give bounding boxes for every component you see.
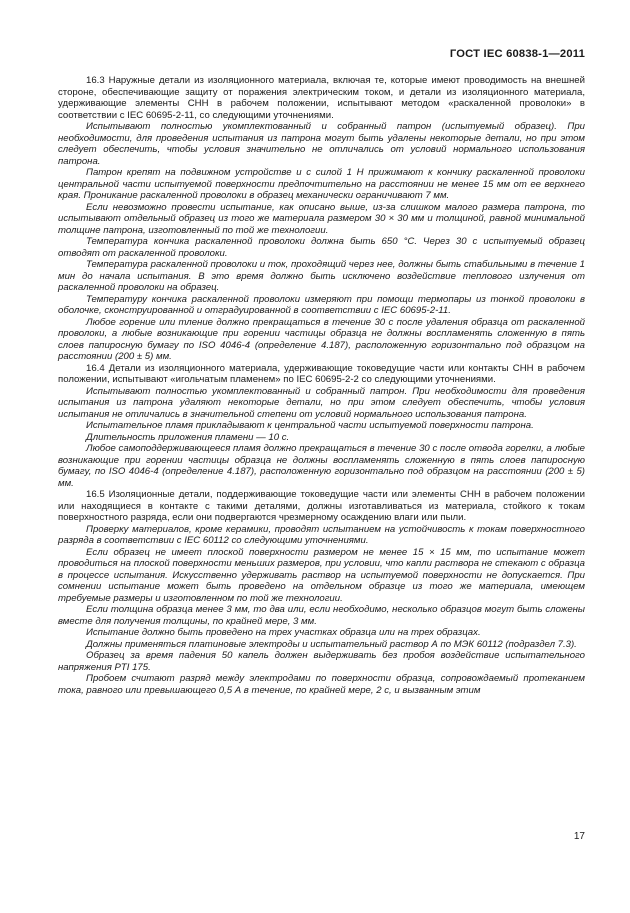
paragraph: Если невозможно провести испытание, как описано выше, из-за слишком малого размера патрона, то испытывают отдельный образец из того же материала размером 30 × 30 мм и толщиной, равной минимальной толщине патрона, изготовленный по той же технологии. [58,201,585,236]
document-header: ГОСТ IEC 60838-1—2011 [449,48,585,60]
page-number: 17 [573,831,585,842]
paragraph: Пробоем считают разряд между электродами по поверхности образца, сопровождаемый протеканием тока, равного или превышающего 0,5 А в течение, по крайней мере, 2 с, и вызванным этим [58,673,585,696]
paragraph: Температуру кончика раскаленной проволоки измеряют при помощи термопары из тонкой проволоки в оболочке, сконструированной и отградуированной в соответствии с IEC 60695-2-11. [58,293,585,316]
paragraph: Образец за время падения 50 капель должен выдерживать без пробоя воздействие испытательного напряжения PTI 175. [58,650,585,673]
paragraph: Температура кончика раскаленной проволоки должна быть 650 °С. Через 30 с испытуемый образец отводят от раскаленной проволоки. [58,236,585,259]
paragraph: 16.5 Изоляционные детали, поддерживающие токоведущие части или элементы СНН в рабочем положении или находящиеся в контакте с такими деталями, должны изготавливаться из материала, стойкого к токам поверхностного разряда, если они подвергаются чрезмерному осаждению влаги или пыли. [58,489,585,523]
paragraph: 16.3 Наружные детали из изоляционного материала, включая те, которые имеют проводимость на внешней стороне, обеспечивающие защиту от поражения электрическим током, и детали из изоляционного материала, удерживающие элементы СНН в рабочем положении, испытывают методом «раскаленной проволоки» в соответствии с IEC 60695-2-11, со следующими уточнениями. [58,75,585,121]
paragraph: Испытательное пламя прикладывают к центральной части испытуемой поверхности патрона. [86,420,534,431]
paragraph: Проверку материалов, кроме керамики, проводят испытанием на устойчивость к токам поверхностного разряда в соответствии с IEC 60112 со следующими уточнениями. [58,523,585,546]
paragraph: Температура раскаленной проволоки и ток, проходящий через нее, должны быть стабильными в течение 1 мин до начала испытания. В это время должно быть исключено воздействие теплового излучения от раскаленной проволоки на образец. [58,259,585,293]
paragraph: Любое самоподдерживающееся пламя должно прекращаться в течение 30 с после отвода горелки, а любые возникающие при горении частицы образца не должны воспламенять сложенную в пять слоев папиросную бумагу, по ISO 4046-4 (определение 4.187), расположенную горизонтально под образцом на расстоянии (200 ± 5) мм. [58,443,585,489]
paragraph: Испытание должно быть проведено на трех участках образца или на трех образцах. [86,627,481,638]
paragraph: 16.4 Детали из изоляционного материала, удерживающие токоведущие части или контакты СНН в рабочем положении, испытывают «игольчатым пламенем» по IEC 60695-2-2 со следующими уточнениями. [58,362,585,385]
paragraph: Испытывают полностью укомплектованный и собранный патрон. При необходимости для проведения испытания из патрона удаляют некоторые детали, но при этом следует обеспечить, чтобы условия испытания не отличались в значительной степени от условий нормального использования патрона. [58,385,585,420]
paragraph: Любое горение или тление должно прекращаться в течение 30 с после удаления образца от раскаленной проволоки, а любые возникающие при горении частицы образца не должны воспламенять сложенную в пять слоев папиросную бумагу по ISO 4046-4 (определение 4.187), расположенную горизонтально под образцом на расстоянии (200 ± 5) мм. [58,316,585,362]
paragraph: Патрон крепят на подвижном устройстве и с силой 1 Н прижимают к кончику раскаленной проволоки центральной части испытуемой поверхности предпочтительно на расстоянии не менее 15 мм от ее верхнего края. Проникание раскаленной проволоки в образец механически ограничивают 7 мм. [58,167,585,201]
paragraph: Длительность приложения пламени — 10 с. [86,431,290,443]
paragraph: Если толщина образца менее 3 мм, то два или, если необходимо, несколько образцов могут быть сложены вместе для получения толщины, по крайней мере, 3 мм. [58,604,585,627]
paragraph: Если образец не имеет плоской поверхности размером не менее 15 × 15 мм, то испытание может проводиться на плоской поверхности меньших размеров, при условии, что капли раствора не стекают с образца в процессе испытания. Искусственно удерживать раствор на испытуемой поверхности не допускается. При сомнении испытание может быть проведено на отдельном образце из того же материала, имеющем требуемые размеры и изготовленном по той же технологии. [58,546,585,604]
paragraph: Должны применяться платиновые электроды и испытательный раствор А по МЭК 60112 (подраздел 7.3). [86,638,577,650]
paragraph: Испытывают полностью укомплектованный и собранный патрон (испытуемый образец). При необходимости, для проведения испытания из патрона могут быть удалены некоторые детали, но при этом следует обеспечить, чтобы условия значительно не отличались от условий нормального использования патрона. [58,121,585,167]
document-body [58,75,585,696]
